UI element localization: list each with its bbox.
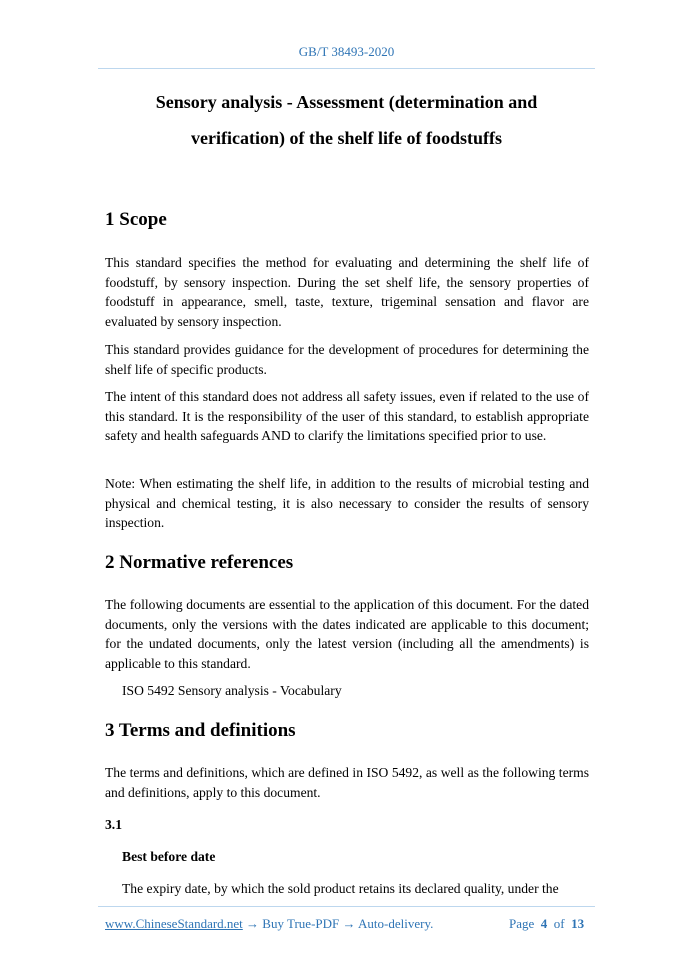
- title-line-2: verification) of the shelf life of foodstuffs: [191, 128, 502, 148]
- scope-paragraph-3: The intent of this standard does not address all safety issues, even if related to the use of this standard. It is the responsibility of the user of this standard, to establish appropriate safety and health safeguards AND to clarify the limitations specified prior to use.: [105, 389, 589, 443]
- header-divider: [98, 68, 595, 69]
- title-line-1: Sensory analysis - Assessment (determination and: [155, 92, 538, 112]
- clause-number: 3.1: [105, 817, 122, 832]
- page-indicator: [509, 916, 584, 932]
- heading-scope: 1 Scope: [105, 209, 167, 230]
- term-definition: The expiry date, by which the sold product retains its declared quality, under the: [122, 881, 559, 896]
- of-label: of: [553, 916, 565, 931]
- scope-note: Note: When estimating the shelf life, in addition to the results of microbial testing and physical and chemical testing, it is also necessary to consider the results of sensory inspection.: [105, 476, 589, 530]
- footer-divider: [98, 906, 595, 907]
- heading-terms-definitions: 3 Terms and definitions: [105, 720, 296, 741]
- document-code-header: GB/T 38493-2020: [298, 44, 395, 59]
- scope-paragraph-2: This standard provides guidance for the development of procedures for determining the shelf life of specific products.: [105, 342, 589, 377]
- terms-paragraph: The terms and definitions, which are defined in ISO 5492, as well as the following terms and definitions, apply to this document.: [105, 765, 589, 800]
- scope-paragraph-1: This standard specifies the method for evaluating and determining the shelf life of foodstuff, by sensory inspection. During the set shelf life, the sensory properties of foodstuff in appearance, smell, taste, texture, trigeminal sensation and flavor are evaluated by sensory inspection.: [105, 255, 589, 329]
- total-pages: 13: [571, 916, 585, 931]
- page-label: Page: [509, 916, 535, 931]
- current-page: 4: [540, 916, 548, 931]
- heading-normative-references: 2 Normative references: [105, 552, 294, 573]
- normative-reference-item: ISO 5492 Sensory analysis - Vocabulary: [122, 683, 342, 698]
- footer-promo: [105, 916, 433, 932]
- normative-paragraph: The following documents are essential to the application of this document. For the dated documents, only the versions with the dates indicated are applicable to this document; for the undated documents, only the latest version (including all the amendments) is applicable to this standard.: [105, 597, 589, 671]
- footer-promo-text: → Buy True-PDF → Auto-delivery.: [242, 916, 434, 931]
- footer-site-link[interactable]: www.ChineseStandard.net: [105, 916, 243, 931]
- term-title: Best before date: [122, 849, 216, 864]
